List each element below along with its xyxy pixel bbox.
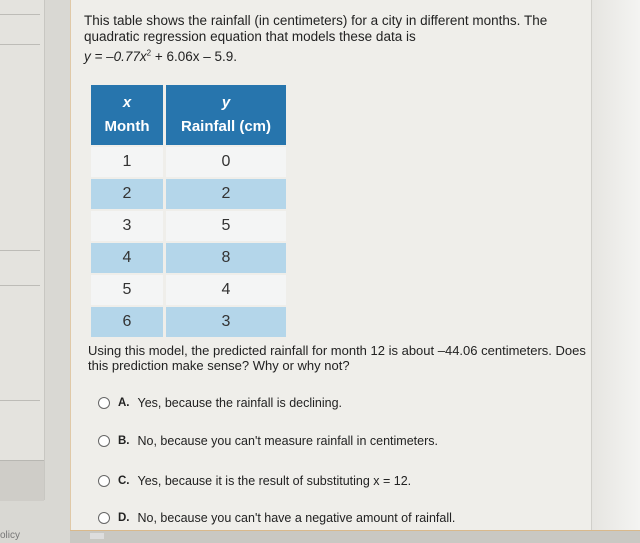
equation: $y = -0.77x^2 + 6.06x - 5.9$. bbox=[84, 48, 238, 64]
divider bbox=[0, 285, 40, 286]
radio-button[interactable] bbox=[98, 435, 110, 447]
radio-button[interactable] bbox=[98, 512, 110, 524]
rainfall-cell: 4 bbox=[166, 275, 286, 305]
option-b[interactable] bbox=[98, 434, 438, 448]
table-row bbox=[91, 147, 286, 177]
option-text: No, because you can't have a negative amount of rainfall. bbox=[137, 511, 456, 525]
divider bbox=[0, 400, 40, 401]
option-letter: A. bbox=[118, 397, 130, 409]
radio-button[interactable] bbox=[98, 397, 110, 409]
option-letter: B. bbox=[118, 435, 130, 447]
table-row bbox=[91, 211, 286, 241]
month-cell: 5 bbox=[91, 275, 163, 305]
toolbar-button[interactable] bbox=[90, 533, 104, 539]
divider bbox=[0, 250, 40, 251]
sidebar-block bbox=[0, 460, 44, 501]
month-cell: 2 bbox=[91, 179, 163, 209]
radio-button[interactable] bbox=[98, 475, 110, 487]
question-text bbox=[84, 13, 574, 65]
option-letter: C. bbox=[118, 475, 130, 487]
rainfall-table bbox=[88, 83, 289, 339]
rainfall-cell: 3 bbox=[166, 307, 286, 337]
right-margin bbox=[592, 0, 640, 542]
divider bbox=[0, 44, 40, 45]
month-cell: 6 bbox=[91, 307, 163, 337]
rainfall-cell: 5 bbox=[166, 211, 286, 241]
rainfall-cell: 2 bbox=[166, 179, 286, 209]
question-intro: This table shows the rainfall (in centimeters) for a city in different months. The quadratic regression equation that models these data is bbox=[84, 13, 548, 44]
option-a[interactable] bbox=[98, 396, 342, 410]
header-rainfall: y Rainfall (cm) bbox=[166, 85, 286, 145]
bottom-toolbar bbox=[70, 530, 640, 543]
option-d[interactable] bbox=[98, 511, 455, 525]
header-month: x Month bbox=[91, 85, 163, 145]
option-text: No, because you can't measure rainfall in centimeters. bbox=[137, 434, 438, 448]
table-row bbox=[91, 243, 286, 273]
prompt-text: Using this model, the predicted rainfall for month 12 is about –44.06 centimeters. Does this prediction make sense? Why or why not? bbox=[88, 343, 586, 373]
month-cell: 4 bbox=[91, 243, 163, 273]
month-cell: 3 bbox=[91, 211, 163, 241]
table-row bbox=[91, 179, 286, 209]
rainfall-cell: 0 bbox=[166, 147, 286, 177]
option-c[interactable] bbox=[98, 474, 411, 488]
option-text: Yes, because the rainfall is declining. bbox=[137, 396, 343, 410]
option-text: Yes, because it is the result of substituting x = 12. bbox=[137, 474, 412, 488]
divider bbox=[0, 14, 40, 15]
policy-link[interactable]: olicy bbox=[0, 530, 21, 541]
option-letter: D. bbox=[118, 512, 130, 524]
rainfall-cell: 8 bbox=[166, 243, 286, 273]
month-cell: 1 bbox=[91, 147, 163, 177]
left-sidebar bbox=[0, 0, 45, 500]
table-row bbox=[91, 307, 286, 337]
table-row bbox=[91, 275, 286, 305]
